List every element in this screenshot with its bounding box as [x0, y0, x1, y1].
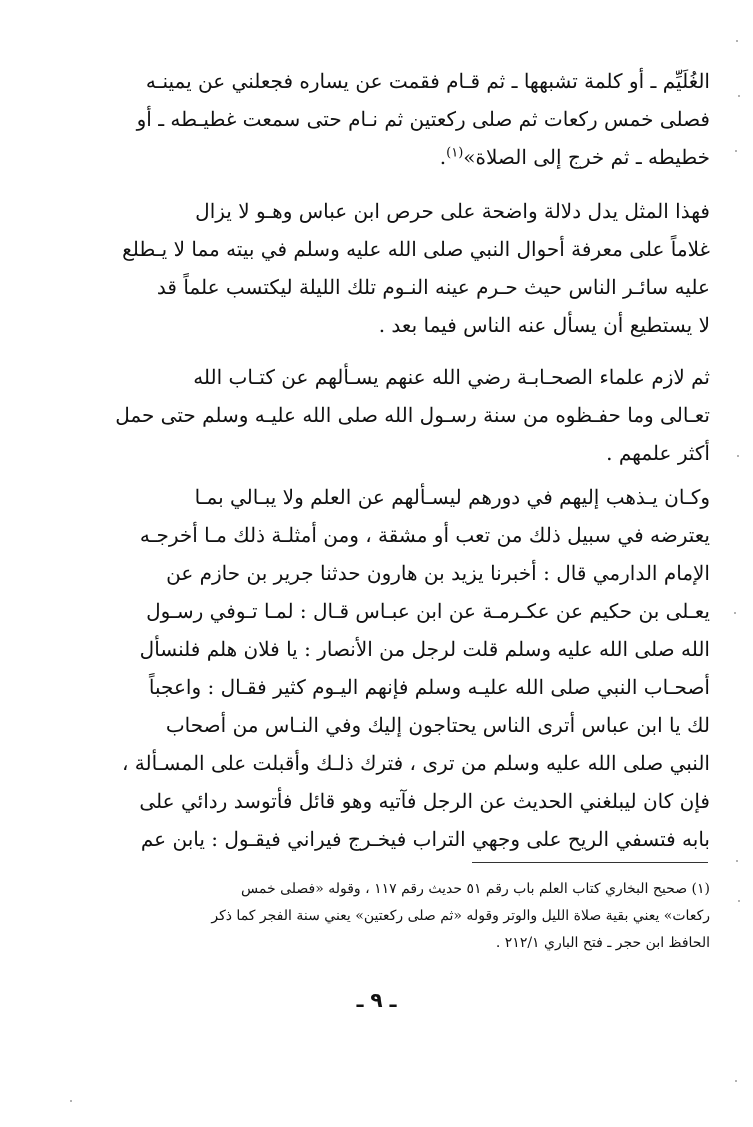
footnote-line-2: ركعات» يعني بقية صلاة الليل والوتر وقوله «ثم صلى ركعتين» يعني سنة الفجر كما ذكر: [211, 908, 710, 924]
scan-speck: [737, 455, 739, 457]
paragraph-4-line-7: لك يا ابن عباس أترى الناس يحتاجون إليك وفي النـاس من أصحاب: [165, 713, 710, 737]
paragraph-1-line-3: [82, 138, 710, 176]
paragraph-3: [82, 358, 710, 472]
paragraph-3-line-1: ثم لازم علماء الصحـابـة رضي الله عنهم يسـألهم عن كتـاب الله: [193, 365, 710, 389]
scan-speck: [736, 860, 738, 862]
paragraph-4-line-5: الله صلى الله عليه وسلم قلت لرجل من الأنصار : يا فلان هلم فلنسأل: [139, 637, 710, 661]
paragraph-4-line-1: وكـان يـذهب إليهم في دورهم ليسـألهم عن العلم ولا يبـالي بمـا: [194, 485, 710, 509]
paragraph-4-line-3: الإمام الدارمي قال : أخبرنا يزيد بن هارون حدثنا جرير بن حازم عن: [166, 561, 710, 585]
sentence-period: .: [439, 145, 447, 169]
paragraph-3-line-3: أكثر علمهم .: [606, 441, 710, 465]
paragraph-1-line-3-text: خطيطه ـ ثم خرج إلى الصلاة»: [463, 145, 710, 169]
scan-speck: [735, 150, 737, 152]
footnote-line-3: الحافظ ابن حجر ـ فتح الباري ٢١٢/١ .: [495, 935, 710, 951]
paragraph-4-line-4: يعـلى بن حكيم عن عكـرمـة عن ابن عبـاس قـال : لمـا تـوفي رسـول: [146, 599, 710, 623]
paragraph-1-line-1: الغُلَيِّم ـ أو كلمة تشبهها ـ ثم قـام فقمت عن يساره فجعلني عن يمينـه: [145, 69, 710, 93]
paragraph-4-line-6: أصحـاب النبي صلى الله عليـه وسلم فإنهم اليـوم كثير فقـال : واعجباً: [148, 675, 710, 699]
paragraph-3-line-2: تعـالى وما حفـظوه من سنة رسـول الله صلى الله عليـه وسلم حتى حمل: [115, 403, 710, 427]
scan-speck: [736, 40, 738, 42]
scan-speck: [734, 612, 736, 614]
scan-speck: [738, 900, 740, 902]
footnote-line-1: (١) صحيح البخاري كتاب العلم باب رقم ٥١ حديث رقم ١١٧ ، وقوله «فصلى خمس: [241, 881, 710, 897]
scan-speck: [735, 1080, 737, 1082]
scan-speck: [738, 95, 740, 97]
paragraph-4: [82, 478, 710, 858]
footnote: [82, 876, 710, 957]
footnote-separator: [472, 862, 708, 863]
paragraph-4-line-9: فإن كان ليبلغني الحديث عن الرجل فآتيه وهو قائل فأتوسد ردائي على: [139, 789, 710, 813]
scan-speck: [70, 1100, 72, 1102]
paragraph-4-line-8: النبي صلى الله عليه وسلم من ترى ، فترك ذلـك وأقبلت على المسـألة ،: [121, 751, 710, 775]
footnote-reference: (١): [446, 145, 464, 161]
paragraph-2-line-1: فهذا المثل يدل دلالة واضحة على حرص ابن عباس وهـو لا يزال: [195, 199, 710, 223]
paragraph-4-line-2: يعترضه في سبيل ذلك من تعب أو مشقة ، ومن أمثلـة ذلك مـا أخرجـه: [139, 523, 710, 547]
paragraph-1-line-2: فصلى خمس ركعات ثم صلى ركعتين ثم نـام حتى سمعت غطيـطه ـ أو: [136, 107, 710, 131]
paragraph-2-line-4: لا يستطيع أن يسأل عنه الناس فيما بعد .: [378, 313, 710, 337]
paragraph-4-line-10: بابه فتسفي الريح على وجهي التراب فيخـرج فيراني فيقـول : يابن عم: [140, 827, 710, 851]
paragraph-2-line-3: عليه سائـر الناس حيث حـرم عينه النـوم تلك الليلة ليكتسب علماً قد: [156, 275, 710, 299]
paragraph-2: [82, 192, 710, 344]
paragraph-1: [82, 62, 710, 176]
page-number: ـ ٩ ـ: [356, 988, 397, 1012]
paragraph-2-line-2: غلاماً على معرفة أحوال النبي صلى الله عليه وسلم في بيته مما لا يـطلع: [122, 237, 710, 261]
